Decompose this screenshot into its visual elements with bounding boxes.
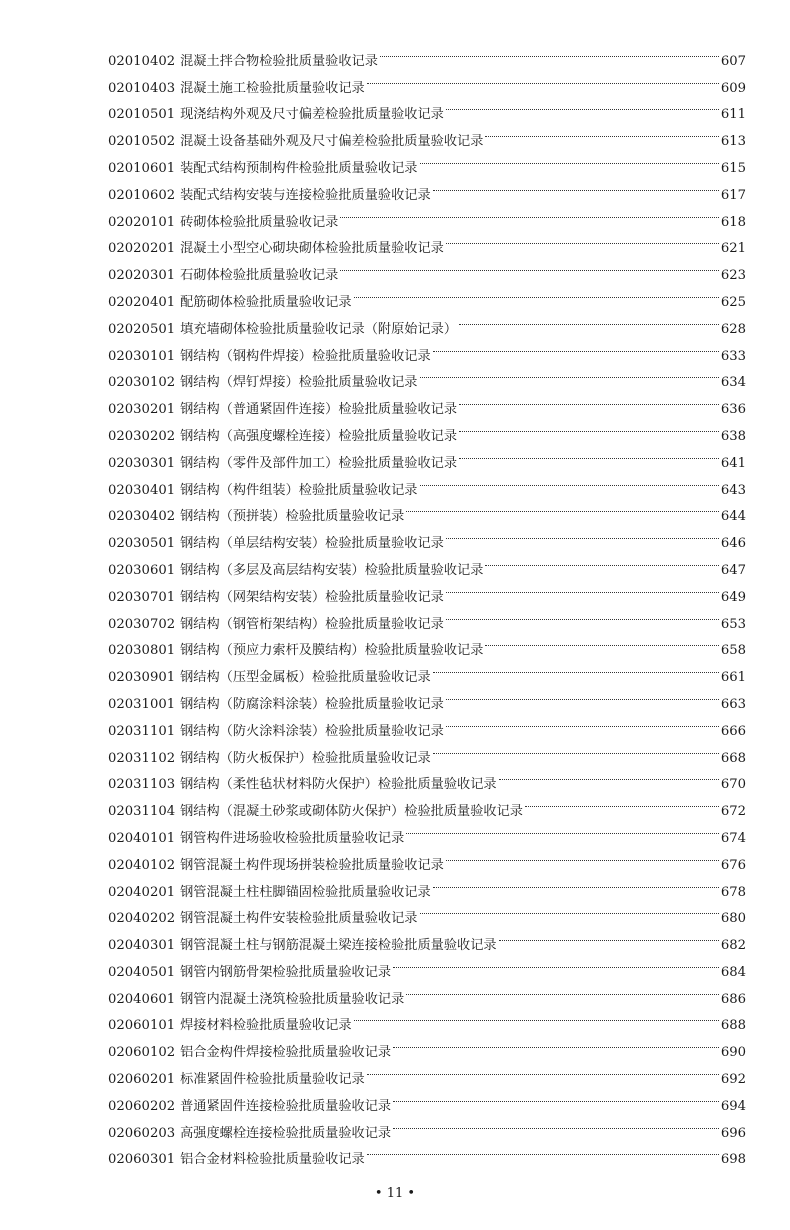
toc-entry-page: 643 [720,482,746,498]
toc-entry-page: 617 [720,187,746,203]
dot-leader [393,949,719,976]
toc-entry-title: 石砌体检验批质量验收记录 [180,268,339,284]
toc-entry-page: 684 [720,964,746,980]
toc-entry-page: 607 [720,53,746,69]
toc-entry-title: 混凝土拌合物检验批质量验收记录 [180,53,378,69]
toc-entry-title: 钢结构（防腐涂料涂装）检验批质量验收记录 [180,696,444,712]
toc-entry-code: 02030601 [108,562,176,578]
toc-entry-page: 621 [720,241,746,257]
toc-entry-code: 02020101 [108,214,176,230]
toc-entry-page: 670 [720,777,746,793]
toc-entry-title: 标准紧固件检验批质量验收记录 [180,1072,365,1088]
dot-leader [433,333,719,360]
toc-entry-code: 02010602 [108,187,176,203]
dot-leader [406,976,719,1003]
toc-entry-page: 628 [720,321,746,337]
toc-entry-title: 装配式结构预制构件检验批质量验收记录 [180,160,418,176]
toc-entry-title: 填充墙砌体检验批质量验收记录（附原始记录） [180,321,458,337]
toc-entry-title: 钢管混凝土柱与钢筋混凝土梁连接检验批质量验收记录 [180,938,497,954]
dot-leader [446,708,719,735]
dot-leader [420,467,719,494]
toc-entry-page: 663 [720,696,746,712]
toc-entry-page: 641 [720,455,746,471]
dot-leader [459,413,719,440]
toc-entry-code: 02040201 [108,884,176,900]
dot-leader [380,38,719,65]
toc-entry-code: 02040102 [108,857,176,873]
toc-entry-code: 02030202 [108,428,176,444]
toc-entry-code: 02060301 [108,1152,176,1168]
dot-leader [393,1110,719,1137]
table-of-contents [108,38,746,1168]
toc-entry-page: 696 [720,1125,746,1141]
dot-leader [446,574,719,601]
dot-leader [406,815,719,842]
toc-entry-code: 02031101 [108,723,176,739]
toc-entry-page: 672 [720,804,746,820]
toc-entry-page: 647 [720,562,746,578]
toc-entry-title: 钢结构（焊钉焊接）检验批质量验收记录 [180,375,418,391]
dot-leader [433,172,719,199]
toc-entry-page: 666 [720,723,746,739]
toc-entry-code: 02020501 [108,321,176,337]
dot-leader [459,440,719,467]
dot-leader [420,145,719,172]
toc-entry-code: 02060102 [108,1045,176,1061]
toc-entry-code: 02031102 [108,750,176,766]
dot-leader [459,386,719,413]
toc-entry-code: 02030702 [108,616,176,632]
toc-entry-code: 02031104 [108,804,176,820]
toc-entry-code: 02060201 [108,1072,176,1088]
toc-entry-code: 02040601 [108,991,176,1007]
toc-entry-title: 钢结构（防火板保护）检验批质量验收记录 [180,750,431,766]
dot-leader [393,1029,719,1056]
toc-entry-title: 钢结构（预应力索杆及膜结构）检验批质量验收记录 [180,643,484,659]
dot-leader [354,1003,719,1030]
toc-entry-title: 普通紧固件连接检验批质量验收记录 [180,1098,392,1114]
dot-leader [446,520,719,547]
toc-entry-code: 02020401 [108,294,176,310]
toc-entry-code: 02030102 [108,375,176,391]
dot-leader [420,896,719,923]
toc-entry-title: 钢管内混凝土浇筑检验批质量验收记录 [180,991,405,1007]
toc-entry-title: 钢结构（压型金属板）检验批质量验收记录 [180,670,431,686]
dot-leader [433,654,719,681]
dot-leader [340,199,718,226]
toc-entry-title: 焊接材料检验批质量验收记录 [180,1018,352,1034]
toc-entry-page: 688 [720,1018,746,1034]
toc-entry-page: 613 [720,134,746,150]
toc-entry-code: 02031001 [108,696,176,712]
dot-leader [499,762,719,789]
toc-entry-title: 砖砌体检验批质量验收记录 [180,214,339,230]
toc-entry-title: 钢结构（钢构件焊接）检验批质量验收记录 [180,348,431,364]
dot-leader [485,628,718,655]
dot-leader [433,869,719,896]
toc-entry-title: 钢结构（柔性毡状材料防火保护）检验批质量验收记录 [180,777,497,793]
dot-leader [367,65,719,92]
toc-entry-title: 钢结构（构件组装）检验批质量验收记录 [180,482,418,498]
dot-leader [446,681,719,708]
toc-entry-title: 钢管混凝土柱柱脚锚固检验批质量验收记录 [180,884,431,900]
toc-entry-code: 02030201 [108,402,176,418]
dot-leader [420,360,719,387]
toc-entry-page: 676 [720,857,746,873]
toc-entry-code: 02030501 [108,536,176,552]
toc-entry-code: 02060202 [108,1098,176,1114]
toc-entry-page: 653 [720,616,746,632]
toc-entry-page: 623 [720,268,746,284]
page-number: • 11 • [374,1186,416,1201]
toc-entry-page: 678 [720,884,746,900]
toc-entry-page: 646 [720,536,746,552]
dot-leader [485,118,718,145]
toc-entry-code: 02030401 [108,482,176,498]
toc-entry-code: 02040301 [108,938,176,954]
toc-entry-title: 钢管内钢筋骨架检验批质量验收记录 [180,964,392,980]
toc-entry-page: 634 [720,375,746,391]
toc-entry-title: 钢结构（单层结构安装）检验批质量验收记录 [180,536,444,552]
toc-entry-code: 02010502 [108,134,176,150]
toc-entry-page: 649 [720,589,746,605]
toc-entry-title: 混凝土小型空心砌块砌体检验批质量验收记录 [180,241,444,257]
toc-entry-title: 钢结构（混凝土砂浆或砌体防火保护）检验批质量验收记录 [180,804,523,820]
toc-entry-code: 02020301 [108,268,176,284]
dot-leader [499,922,719,949]
toc-entry-title: 钢结构（多层及高层结构安装）检验批质量验收记录 [180,562,484,578]
dot-leader [485,547,718,574]
toc-entry-page: 686 [720,991,746,1007]
toc-entry-code: 02020201 [108,241,176,257]
dot-leader [446,842,719,869]
toc-entry-code: 02030101 [108,348,176,364]
dot-leader [340,252,718,279]
toc-entry-page: 615 [720,160,746,176]
toc-entry-page: 694 [720,1098,746,1114]
dot-leader [433,735,719,762]
dot-leader [446,92,719,119]
toc-entry-title: 铝合金构件焊接检验批质量验收记录 [180,1045,392,1061]
toc-entry-page: 609 [720,80,746,96]
toc-entry-code: 02010403 [108,80,176,96]
dot-leader [367,1056,719,1083]
toc-entry-page: 618 [720,214,746,230]
toc-entry-page: 661 [720,670,746,686]
toc-entry-code: 02040501 [108,964,176,980]
dot-leader [446,601,719,628]
toc-entry-page: 682 [720,938,746,954]
toc-entry-page: 625 [720,294,746,310]
toc-entry-title: 钢结构（网架结构安装）检验批质量验收记录 [180,589,444,605]
toc-entry-code: 02031103 [108,777,176,793]
toc-entry-title: 钢结构（普通紧固件连接）检验批质量验收记录 [180,402,458,418]
dot-leader [525,788,719,815]
toc-entry-title: 高强度螺栓连接检验批质量验收记录 [180,1125,392,1141]
toc-entry-title: 配筋砌体检验批质量验收记录 [180,294,352,310]
toc-entry-title: 钢结构（防火涂料涂装）检验批质量验收记录 [180,723,444,739]
toc-entry-page: 644 [720,509,746,525]
toc-entry-title: 铝合金材料检验批质量验收记录 [180,1152,365,1168]
toc-entry-page: 692 [720,1072,746,1088]
toc-entry-title: 钢管构件进场验收检验批质量验收记录 [180,830,405,846]
toc-entry-title: 混凝土施工检验批质量验收记录 [180,80,365,96]
toc-entry-page: 636 [720,402,746,418]
toc-entry-title: 装配式结构安装与连接检验批质量验收记录 [180,187,431,203]
toc-entry-code: 02030901 [108,670,176,686]
toc-entry-code: 02030801 [108,643,176,659]
dot-leader [446,226,719,253]
toc-entry-title: 钢结构（预拼装）检验批质量验收记录 [180,509,405,525]
dot-leader [393,1083,719,1110]
toc-entry-code: 02010402 [108,53,176,69]
toc-entry-code: 02060203 [108,1125,176,1141]
toc-entry-page: 658 [720,643,746,659]
toc-entry-page: 638 [720,428,746,444]
toc-entry[interactable] [108,38,746,69]
toc-entry-code: 02060101 [108,1018,176,1034]
toc-entry-page: 680 [720,911,746,927]
toc-entry-code: 02030402 [108,509,176,525]
toc-entry-code: 02010501 [108,107,176,123]
toc-entry-code: 02040101 [108,830,176,846]
toc-entry-title: 钢结构（高强度螺栓连接）检验批质量验收记录 [180,428,458,444]
toc-entry-code: 02030701 [108,589,176,605]
dot-leader [354,279,719,306]
toc-entry-page: 611 [720,107,746,123]
dot-leader [367,1137,719,1164]
toc-entry-code: 02040202 [108,911,176,927]
toc-entry-page: 668 [720,750,746,766]
toc-entry-page: 674 [720,830,746,846]
toc-entry-title: 钢管混凝土构件安装检验批质量验收记录 [180,911,418,927]
toc-entry-title: 钢结构（钢管桁架结构）检验批质量验收记录 [180,616,444,632]
toc-entry-page: 698 [720,1152,746,1168]
toc-entry-title: 混凝土设备基础外观及尺寸偏差检验批质量验收记录 [180,134,484,150]
toc-entry-title: 现浇结构外观及尺寸偏差检验批质量验收记录 [180,107,444,123]
toc-entry-title: 钢管混凝土构件现场拼装检验批质量验收记录 [180,857,444,873]
dot-leader [406,494,719,521]
toc-entry-code: 02010601 [108,160,176,176]
toc-entry-page: 690 [720,1045,746,1061]
dot-leader [459,306,719,333]
toc-entry-title: 钢结构（零件及部件加工）检验批质量验收记录 [180,455,458,471]
toc-entry-page: 633 [720,348,746,364]
toc-entry-code: 02030301 [108,455,176,471]
